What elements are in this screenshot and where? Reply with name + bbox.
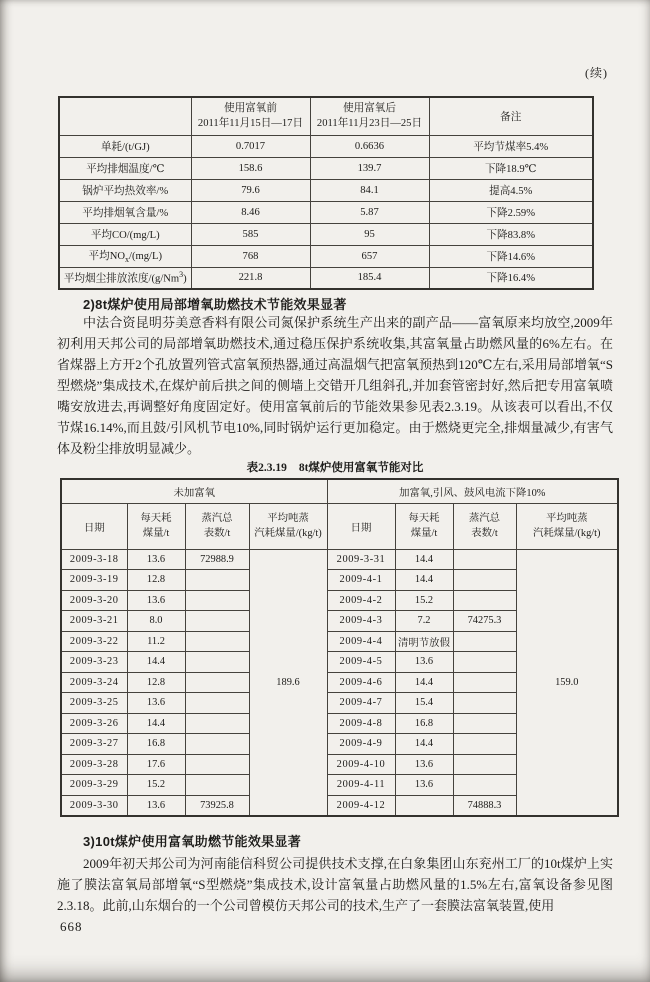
remark-cell: 下降2.59% [429, 201, 593, 223]
coal-cell: 17.6 [127, 754, 185, 775]
steam-cell: 73925.8 [185, 795, 249, 816]
date-cell: 2009-3-20 [61, 590, 127, 611]
header-line: 每天耗 [140, 513, 172, 524]
date-cell: 2009-4-1 [327, 570, 395, 591]
date-cell: 2009-3-30 [61, 795, 127, 816]
date-cell: 2009-3-21 [61, 611, 127, 632]
value-cell: 0.6636 [310, 135, 429, 157]
remark-header-cell: 备注 [429, 97, 593, 135]
steam-cell [453, 672, 516, 693]
coal-cell: 清明节放假 [395, 631, 453, 652]
coal-cell: 16.8 [395, 713, 453, 734]
coal-cell: 14.4 [127, 713, 185, 734]
boiler-coal-steam-table [60, 478, 619, 817]
column-header-row [61, 503, 618, 549]
header-line: 2011年11月23日—25日 [316, 118, 423, 130]
table-row [59, 245, 593, 267]
header-line: 2011年11月15日—17日 [197, 118, 304, 130]
avg-merged-cell: 189.6 [249, 549, 327, 816]
value-cell: 185.4 [310, 267, 429, 289]
date-cell: 2009-3-26 [61, 713, 127, 734]
date-cell: 2009-4-4 [327, 631, 395, 652]
table-row [59, 223, 593, 245]
steam-cell [185, 611, 249, 632]
table-row [59, 267, 593, 289]
coal-cell: 13.6 [127, 693, 185, 714]
date-cell: 2009-3-18 [61, 549, 127, 570]
row-label-cell: 平均$NO_x/(mg/L)$ [59, 245, 191, 267]
steam-cell [453, 775, 516, 796]
steam-cell [453, 631, 516, 652]
steam-cell [185, 775, 249, 796]
steam-cell [185, 570, 249, 591]
steam-header-cell [185, 503, 249, 549]
date-cell: 2009-4-6 [327, 672, 395, 693]
header-line: 使用富氧后 [343, 103, 396, 115]
header-line: 表数/t [203, 528, 231, 539]
remark-cell: 下降14.6% [429, 245, 593, 267]
coal-cell: 13.6 [395, 652, 453, 673]
oxygen-enrichment-comparison-table [58, 96, 594, 290]
body-paragraph-8t: 中法合资昆明芬美意香料有限公司氮保护系统生产出来的副产品——富氧原来均放空,2009年初利用天邦公司的局部增氧助燃技术,通过稳压保护系统收集,其富氧量占助燃风量的6%左右。在省煤器上方开2个孔放置列管式富氧预热器,通过高温烟气把富氧预热到120℃左右,采用局部增氧“S型燃烧”集成技术,在煤炉前后拱之间的侧墙上交错开几组斜孔,并加套管密封好,然后把专用富氧喷嘴安放进去,再调整好角度固定好。使用富氧前后的节能效果参见表2.3.19。从该表可以看出,不仅节煤16.14%,而且鼓/引风机节电10%,同时锅炉运行更加稳定。由于燃烧更完全,排烟量减少,有害气体及粉尘排放明显减少。 [57, 315, 613, 456]
steam-cell [453, 570, 516, 591]
steam-cell [185, 693, 249, 714]
table-caption [57, 459, 613, 475]
date-header-cell: 日期 [327, 503, 395, 549]
remark-cell: 下降16.4% [429, 267, 593, 289]
value-cell: 5.87 [310, 201, 429, 223]
value-cell: 657 [310, 245, 429, 267]
steam-header-cell [453, 503, 516, 549]
steam-cell [453, 590, 516, 611]
header-line: 汽耗煤量/(kg/t) [532, 528, 601, 539]
date-cell: 2009-4-8 [327, 713, 395, 734]
date-cell: 2009-4-7 [327, 693, 395, 714]
date-header-cell: 日期 [61, 503, 127, 549]
table-row [61, 549, 618, 570]
coal-cell: 14.4 [395, 549, 453, 570]
date-cell: 2009-4-12 [327, 795, 395, 816]
remark-cell: 下降18.9℃ [429, 157, 593, 179]
value-cell: 768 [191, 245, 310, 267]
remark-cell: 下降83.8% [429, 223, 593, 245]
table-row [59, 135, 593, 157]
table-caption-title: 8t煤炉使用富氧节能对比 [298, 462, 424, 474]
steam-cell [185, 713, 249, 734]
coal-cell: 15.2 [127, 775, 185, 796]
coal-cell: 12.8 [127, 672, 185, 693]
row-label-cell: 平均排烟氧含量/% [59, 201, 191, 223]
header-line: 表数/t [471, 528, 498, 539]
steam-cell [185, 652, 249, 673]
date-cell: 2009-4-10 [327, 754, 395, 775]
coal-cell: 14.4 [395, 570, 453, 591]
table-row [59, 157, 593, 179]
section-heading-8t: 2)8t煤炉使用局部增氧助燃技术节能效果显著 [83, 297, 347, 312]
header-line: 煤量/t [410, 528, 438, 539]
before-oxygen-header-cell [191, 97, 310, 135]
header-line: 汽耗煤量/(kg/t) [254, 528, 322, 539]
remark-cell: 提高4.5% [429, 179, 593, 201]
corner-cell [59, 97, 191, 135]
header-line: 煤量/t [142, 528, 170, 539]
steam-cell: 74888.3 [453, 795, 516, 816]
date-cell: 2009-3-24 [61, 672, 127, 693]
row-label-cell: 平均烟尘排放浓度/(g/Nm$^3$) [59, 267, 191, 289]
value-cell: 8.46 [191, 201, 310, 223]
row-label-cell: 锅炉平均热效率/% [59, 179, 191, 201]
coal-cell: 13.6 [127, 795, 185, 816]
date-cell: 2009-4-11 [327, 775, 395, 796]
date-cell: 2009-3-22 [61, 631, 127, 652]
steam-cell [185, 734, 249, 755]
coal-cell: 13.6 [395, 754, 453, 775]
table-caption-number: 表2.3.19 [246, 462, 287, 474]
body-paragraph-10t: 2009年初天邦公司为河南能信科贸公司提供技术支撑,在白象集团山东兖州工厂的10t煤炉上实施了膜法富氧局部增氧“S型燃烧”集成技术,设计富氧量占助燃风量的1.5%左右,富氧设备参见图2.3.18。此前,山东烟台的一个公司曾模仿天邦公司的技术,生产了一套膜法富氧装置,使用 [57, 856, 613, 913]
steam-cell [453, 693, 516, 714]
date-cell: 2009-3-29 [61, 775, 127, 796]
header-line: 使用富氧前 [224, 103, 277, 115]
avg-header-cell [249, 503, 327, 549]
coal-header-cell [127, 503, 185, 549]
avg-merged-cell: 159.0 [516, 549, 618, 816]
steam-cell [185, 754, 249, 775]
coal-cell: 16.8 [127, 734, 185, 755]
date-cell: 2009-4-2 [327, 590, 395, 611]
value-cell: 79.6 [191, 179, 310, 201]
value-cell: 139.7 [310, 157, 429, 179]
coal-cell: 13.6 [127, 549, 185, 570]
steam-cell [453, 734, 516, 755]
value-cell: 221.8 [191, 267, 310, 289]
header-line: 平均吨蒸 [267, 513, 309, 524]
date-cell: 2009-3-31 [327, 549, 395, 570]
date-cell: 2009-3-28 [61, 754, 127, 775]
steam-cell: 74275.3 [453, 611, 516, 632]
value-cell: 95 [310, 223, 429, 245]
coal-cell: 11.2 [127, 631, 185, 652]
steam-cell [453, 754, 516, 775]
steam-cell [185, 672, 249, 693]
steam-cell [185, 631, 249, 652]
avg-header-cell [516, 503, 618, 549]
steam-cell [453, 549, 516, 570]
coal-cell: 7.2 [395, 611, 453, 632]
table-header-row [59, 97, 593, 135]
coal-cell: 14.4 [395, 734, 453, 755]
date-cell: 2009-3-27 [61, 734, 127, 755]
date-cell: 2009-3-25 [61, 693, 127, 714]
coal-cell: 14.4 [127, 652, 185, 673]
coal-cell: 12.8 [127, 570, 185, 591]
group-header-row [61, 479, 618, 503]
coal-cell: 15.4 [395, 693, 453, 714]
row-label-cell: 平均CO/(mg/L) [59, 223, 191, 245]
steam-cell [453, 652, 516, 673]
group-left-header-cell: 未加富氧 [61, 479, 327, 503]
value-cell: 158.6 [191, 157, 310, 179]
row-label-cell: 平均排烟温度/℃ [59, 157, 191, 179]
continued-marker: (续) [585, 66, 608, 80]
section-heading-10t: 3)10t煤炉使用富氧助燃节能效果显著 [83, 834, 302, 849]
coal-cell: 15.2 [395, 590, 453, 611]
coal-cell [395, 795, 453, 816]
steam-cell [453, 713, 516, 734]
steam-cell: 72988.9 [185, 549, 249, 570]
date-cell: 2009-4-5 [327, 652, 395, 673]
header-line: 每天耗 [408, 513, 440, 524]
value-cell: 585 [191, 223, 310, 245]
date-cell: 2009-4-3 [327, 611, 395, 632]
coal-cell: 14.4 [395, 672, 453, 693]
after-oxygen-header-cell [310, 97, 429, 135]
coal-header-cell [395, 503, 453, 549]
table-row [59, 201, 593, 223]
header-line: 平均吨蒸 [545, 513, 588, 524]
date-cell: 2009-3-23 [61, 652, 127, 673]
page-number: 668 [60, 919, 83, 934]
coal-cell: 13.6 [127, 590, 185, 611]
value-cell: 84.1 [310, 179, 429, 201]
date-cell: 2009-3-19 [61, 570, 127, 591]
value-cell: 0.7017 [191, 135, 310, 157]
coal-cell: 8.0 [127, 611, 185, 632]
table-row [59, 179, 593, 201]
header-line: 蒸汽总 [201, 513, 233, 524]
row-label-cell: 单耗/(t/GJ) [59, 135, 191, 157]
coal-cell: 13.6 [395, 775, 453, 796]
date-cell: 2009-4-9 [327, 734, 395, 755]
remark-cell: 平均节煤率5.4% [429, 135, 593, 157]
header-line: 蒸汽总 [468, 513, 501, 524]
group-right-header-cell: 加富氧,引风、鼓风电流下降10% [327, 479, 618, 503]
steam-cell [185, 590, 249, 611]
